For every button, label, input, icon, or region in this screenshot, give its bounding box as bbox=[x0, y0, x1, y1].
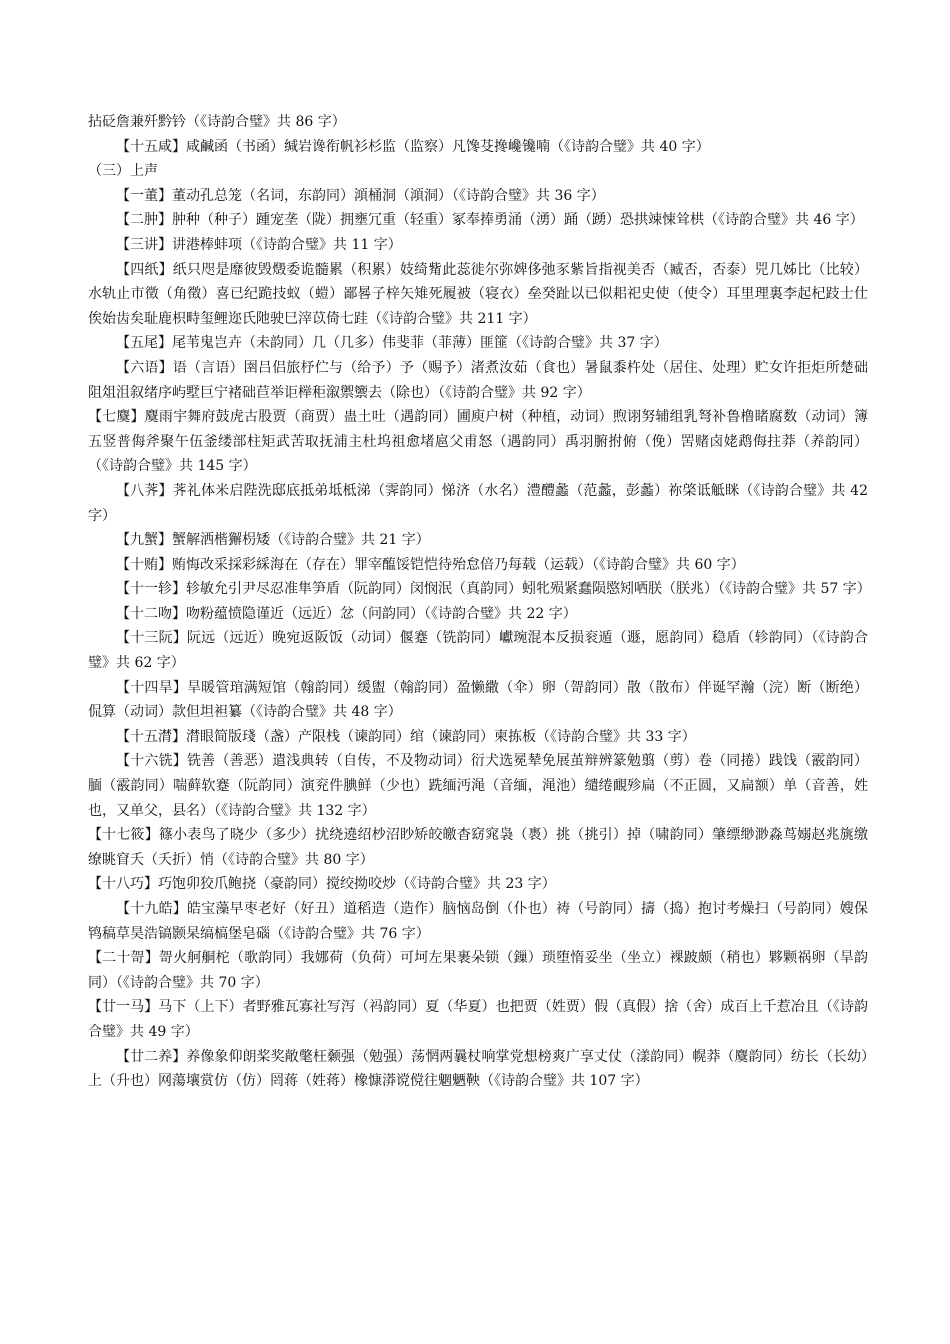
paragraph-shisi-han: 【十四旱】旱暖管琯满短馆（翰韵同）缓盥（翰韵同）盈懒繖（伞）卵（哿韵同）散（散布）伴诞罕瀚（浣）断（断绝）侃算（动词）款但坦袒纂（《诗韵合璧》共 48 字） bbox=[88, 679, 868, 721]
paragraph-qi-yu: 【七麌】麌雨宇舞府鼓虎古股贾（商贾）蛊土吐（遇韵同）圃庾户树（种植，动词）煦诩努辅组乳弩补鲁橹睹腐数（动词）簿五竖普侮斧聚午伍釜缕部柱矩武苦取抚浦主杜坞祖愈堵扈父甫怒（遇韵同）禹羽腑拊俯（俛）罟赌卤姥鹉侮拄莽（养韵同）（《诗韵合璧》共 145 字） bbox=[88, 409, 868, 475]
paragraph-ba-ji: 【八荠】荠礼体米启陛洗邸底抵弟坻柢涕（霁韵同）悌济（水名）澧醴蠡（范蠡，彭蠡）祢棨诋觝眯（《诗韵合璧》共 42 字） bbox=[88, 482, 868, 524]
paragraph-shiqi-xiao: 【十七筱】篠小表鸟了晓少（多少）扰绕遶绍杪沼眇矫皎皦杳窈窕袅（褭）挑（挑引）掉（啸韵同）肇缥缈渺淼茑嫋赵兆旐缴缭眺窅夭（夭折）悄（《诗韵合璧》共 80 字） bbox=[88, 827, 868, 868]
paragraph-shiliu-xian: 【十六铣】铣善（善恶）遣浅典转（自传，不及物动词）衍犬选冕辇免展茧辩辨篆勉翦（剪）卷（同捲）践饯（霰韵同）腼（霰韵同）喘藓软蹇（阮韵同）演兖件腆鲜（少也）跣缅沔渑（音缅，渑池）缱绻靦殄扁（不正圆，又扁额）单（音善，姓也，又单父，县名）（《诗韵合璧》共 132 字） bbox=[88, 753, 868, 819]
paragraph-yi-dong: 【一董】董动孔总笼（名词，东韵同）澒桶洞（澒洞）（《诗韵合璧》共 36 字） bbox=[116, 187, 605, 204]
paragraph-shijiu-hao: 【十九皓】皓宝藻早枣老好（好丑）道稻造（造作）脑恼岛倒（仆也）祷（号韵同）擣（捣）抱讨考燥扫（号韵同）嫂保鸨稿草昊浩镐颢杲缟槁堡皂碯（《诗韵合璧》共 76 字） bbox=[88, 901, 868, 942]
paragraph-zhan-continuation: 拈砭詹兼歼黔钤（《诗韵合璧》共 86 字） bbox=[88, 114, 346, 130]
paragraph-wu-wei: 【五尾】尾苇鬼岂卉（未韵同）几（几多）伟斐菲（菲薄）匪篚（《诗韵合璧》共 37 字） bbox=[116, 335, 668, 352]
paragraph-si-zhi: 【四纸】纸只咫是靡彼毁燬委诡髓累（积累）妓绮觜此蕊徙尔弥婢侈弛豕紫旨指视美否（臧否，否泰）兕几姊比（比较）水轨止市徵（角徵）喜已纪跪技蚁（螘）鄙晷子梓矢雉死履被（寝衣）垒癸趾以已似耜祀史使（使令）耳里理裏李起杞跂士仕俟始齿矣耻鹿枳畤玺鲤迩氏阤驶巳滓苡倚七跬（《诗韵合璧》共 211 字） bbox=[88, 261, 868, 327]
section-heading-shangsheng: （三）上声 bbox=[88, 163, 158, 180]
paragraph-er-zhong: 【二肿】肿种（种子）踵宠垄（陇）拥壅冗重（轻重）冢奉捧勇涌（湧）踊（踴）恐拱竦悚耸栱（《诗韵合璧》共 46 字） bbox=[116, 212, 864, 229]
document-page bbox=[88, 110, 871, 1094]
paragraph-liu-yu: 【六语】语（言语）圉吕侣旅杼伫与（给予）予（赐予）渚煮汝茹（食也）暑鼠黍杵处（居住、处理）贮女许拒炬所楚础阻俎沮叙绪序屿墅巨宁褚础苣举讵榉秬溆禦籞去（除也）（《诗韵合璧》共 92 字） bbox=[88, 359, 868, 401]
paragraph-shisan-ruan: 【十三阮】阮远（远近）晚宛返阪饭（动词）偃蹇（铣韵同）巘琬混本反损衮遁（遯，愿韵同）稳盾（轸韵同）（《诗韵合璧》共 62 字） bbox=[88, 630, 868, 672]
paragraph-shi-hui: 【十贿】贿悔改采採彩綵海在（存在）罪宰醢馁铠恺待殆怠倍乃每载（运载）（《诗韵合璧》共 60 字） bbox=[116, 556, 745, 573]
paragraph-shiwu-shan: 【十五潸】潸眼简版琖（盏）产限栈（谏韵同）绾（谏韵同）柬拣板（《诗韵合璧》共 33 字） bbox=[116, 728, 696, 745]
paragraph-shiwu-xian: 【十五咸】咸鹹函（书函）缄岩谗衔帆衫杉监（监察）凡馋芟搀巉镵喃（《诗韵合璧》共 40 字） bbox=[116, 138, 710, 155]
paragraph-nianer-yang: 【廿二养】养像象仰朗桨奖敞氅枉颡强（勉强）荡惘两曩杖响掌党想榜爽广享丈仗（漾韵同）幌莽（麌韵同）纺长（长幼）上（升也）网蕩壤赏仿（仿）罔蒋（姓蒋）橡慷漭谠傥往魍魉鞅（《诗韵合璧》共 107 字） bbox=[88, 1048, 868, 1090]
paragraph-san-jiang: 【三讲】讲港棒蚌项（《诗韵合璧》共 11 字） bbox=[116, 236, 402, 253]
paragraph-shier-wen: 【十二吻】吻粉蕴愤隐谨近（远近）忿（问韵同）（《诗韵合璧》共 22 字） bbox=[116, 605, 577, 622]
paragraph-ershi-ge: 【二十哿】哿火舸𦨴柁（歌韵同）我娜荷（负荷）可坷左果裹朵锁（鏁）琐堕惰妥坐（坐立）裸跛颇（稍也）夥颗祸卵（旱韵同）（《诗韵合璧》共 70 字） bbox=[88, 950, 868, 991]
paragraph-jiu-xie: 【九蟹】蟹解洒楷獬枴矮（《诗韵合璧》共 21 字） bbox=[116, 532, 430, 549]
paragraph-shiba-qiao: 【十八巧】巧饱卯狡爪鲍挠（豪韵同）搅绞拗咬炒（《诗韵合璧》共 23 字） bbox=[88, 876, 556, 893]
paragraph-shiyi-zhen: 【十一轸】轸敏允引尹尽忍准隼笋盾（阮韵同）闵悯泯（真韵同）蚓牝殒紧蠢陨愍矧哂朕（朕兆）（《诗韵合璧》共 57 字） bbox=[116, 581, 871, 598]
paragraph-nianyi-ma: 【廿一马】马下（上下）者野雅瓦寡社写泻（祃韵同）夏（华夏）也把贾（姓贾）假（真假）捨（舍）成百上千惹冶且（《诗韵合璧》共 49 字） bbox=[88, 999, 868, 1040]
